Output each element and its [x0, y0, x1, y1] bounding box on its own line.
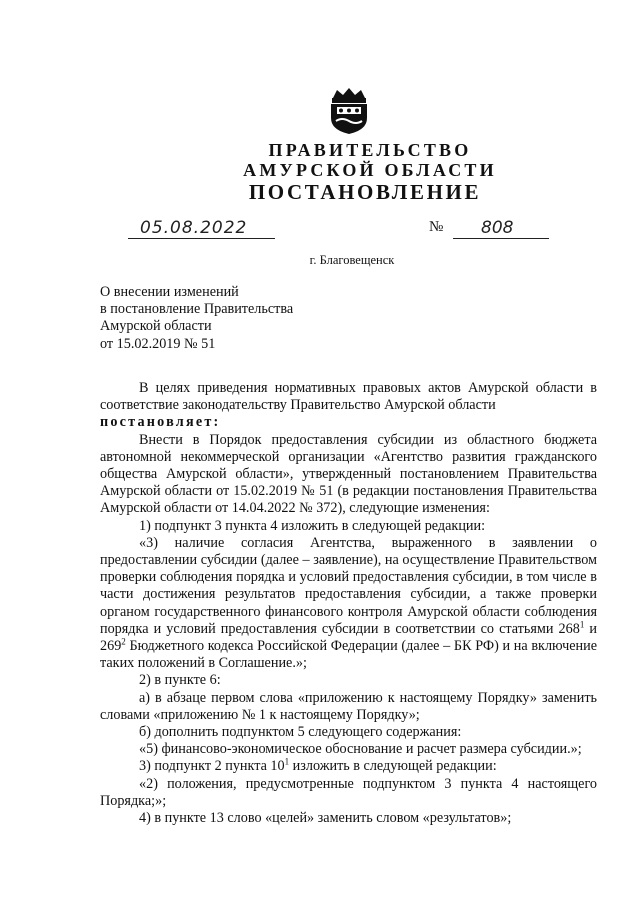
item-4: 4) в пункте 13 слово «целей» заменить словом «результатов»; [139, 810, 512, 827]
subject-line: О внесении изменений [100, 284, 239, 300]
item-3 [100, 758, 597, 775]
city: г. Благовещенск [309, 253, 395, 267]
preamble: В целях приведения нормативных правовых актов Амурской области в соответствие законодательству Правительство Амурской области [100, 380, 597, 414]
item-1-text-part: и 269 [100, 620, 598, 655]
item-2a: а) в абзаце первом слова «приложению к настоящему Порядку» заменить словами «приложению № 1 к настоящему Порядку»; [100, 689, 597, 723]
subject-line: Амурской области [100, 318, 212, 335]
document-subject [100, 284, 293, 353]
number-label: № [429, 219, 444, 235]
coat-of-arms-icon [327, 88, 371, 134]
item-2b: б) дополнить подпунктом 5 следующего содержания: [139, 724, 462, 741]
region-title: АМУРСКОЙ ОБЛАСТИ [243, 160, 497, 180]
item-3-part: изложить в следующей редакции: [289, 758, 497, 775]
item-1: 1) подпункт 3 пункта 4 изложить в следующей редакции: [139, 517, 486, 534]
item-1-text-part: Бюджетного кодекса Российской Федерации (далее – БК РФ) и на включение таких положений в Соглашение.»; [100, 638, 597, 672]
item-1-text [100, 535, 597, 673]
document-number: 808 [453, 218, 549, 239]
subject-line: от 15.02.2019 № 51 [100, 335, 216, 352]
superscript: 1 [284, 756, 290, 767]
superscript: 1 [579, 619, 585, 630]
document-date: 05.08.2022 [128, 218, 275, 239]
item-1-text-part: «3) наличие согласия Агентства, выраженного в заявлении о предоставлении субсидии (далее – заявление), на осуществление Правительством проверки соблюдения порядка и условий предоставления субсидии, в том числе в части достижения результатов предоставления субсидии, а также проверки органом государственного финансового контроля Амурской области соблюдения порядка и условий предоставления субсидии в соответствии со статьями 268 [100, 534, 597, 637]
government-title: ПРАВИТЕЛЬСТВО [268, 140, 472, 160]
document-type: ПОСТАНОВЛЕНИЕ [248, 180, 482, 204]
item-2: 2) в пункте 6: [139, 672, 221, 689]
superscript: 2 [121, 636, 126, 647]
document-body [100, 380, 597, 827]
subject-line: в постановление Правительства [100, 301, 294, 318]
resolves-word: постановляет: [100, 414, 221, 431]
item-3-part: 3) подпункт 2 пункта 10 [139, 758, 285, 775]
intro-paragraph: Внести в Порядок предоставления субсидии из областного бюджета автономной некоммерческой организации «Агентство развития гражданского общества Амурской области», утвержденный постановлением Правительства Амурской области от 15.02.2019 № 51 (в редакции постановления Правительства Амурской области от 14.04.2022 № 372), следующие изменения: [100, 431, 597, 517]
item-3-text: «2) положения, предусмотренные подпунктом 3 пункта 4 настоящего Порядка;»; [100, 775, 597, 809]
item-2b-text: «5) финансово-экономическое обоснование и расчет размера субсидии.»; [139, 741, 582, 758]
